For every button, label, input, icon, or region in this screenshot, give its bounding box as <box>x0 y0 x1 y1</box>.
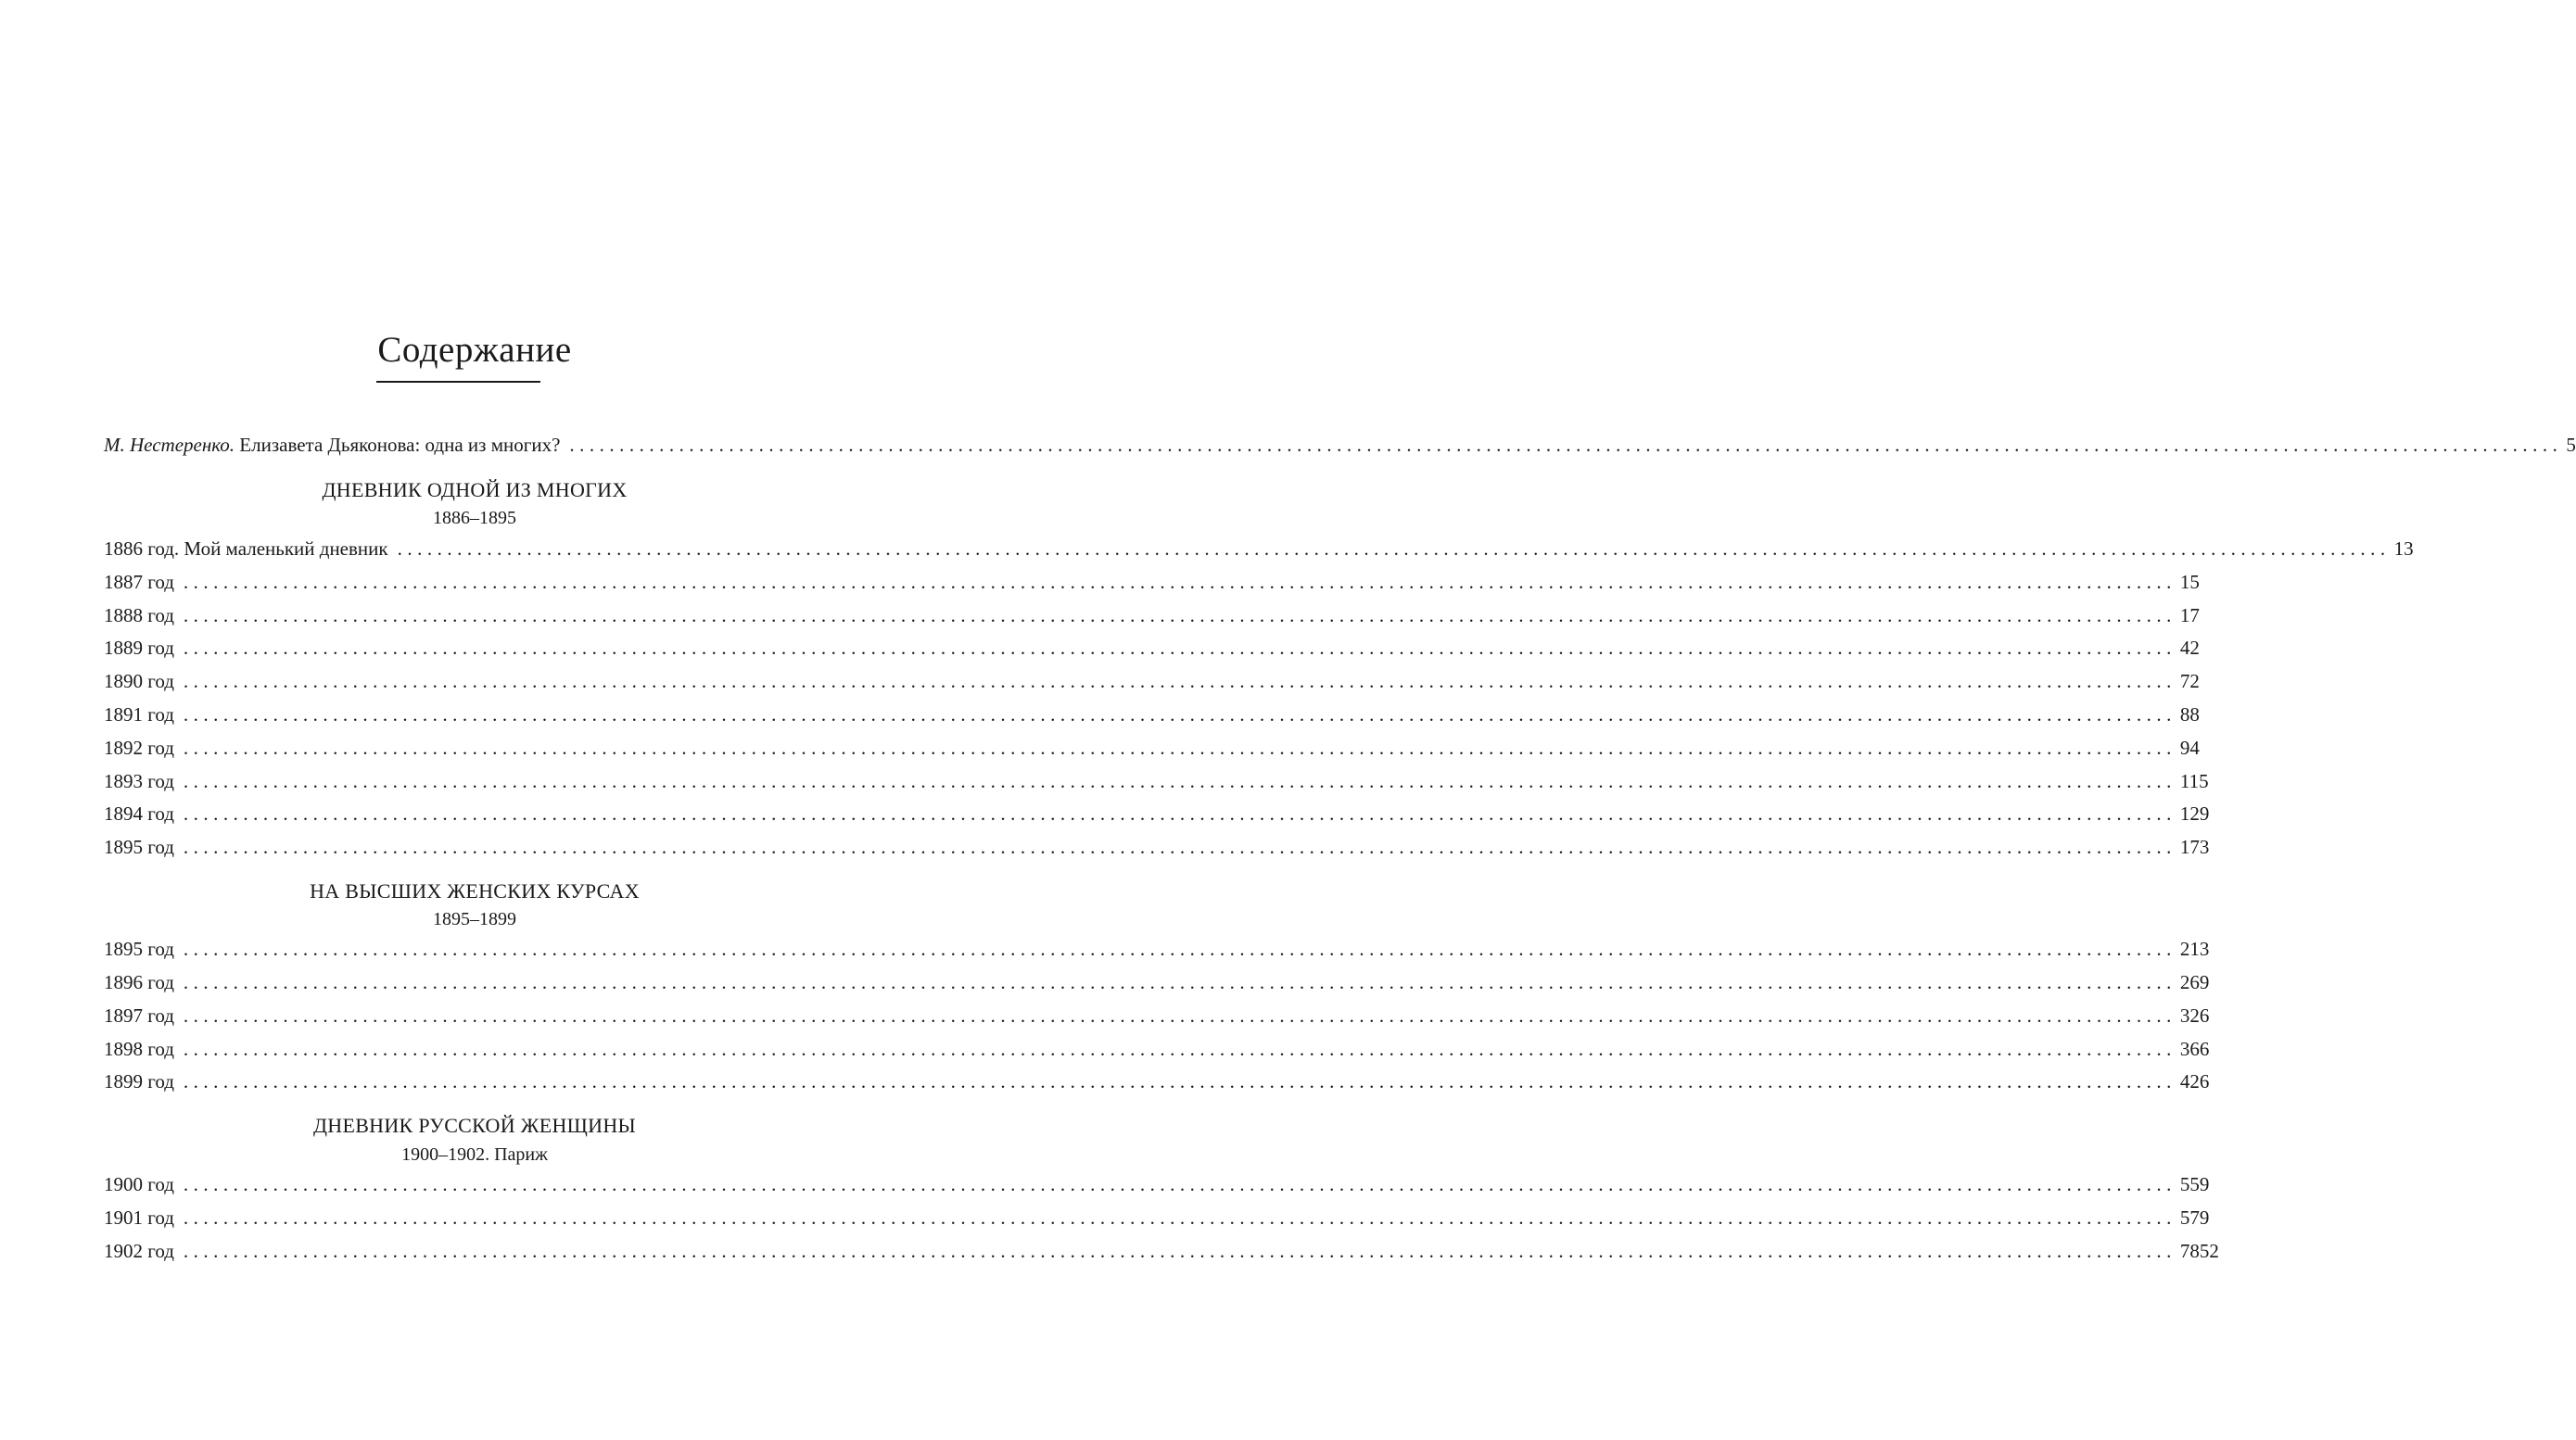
toc-entry-label: 1892 год <box>104 737 174 759</box>
leader-dots: ........................................................................................................................................................................................................ <box>183 1038 2176 1060</box>
section-subheading-2: 1895–1899 <box>433 909 516 929</box>
toc-entry-label: 1890 год <box>104 670 174 692</box>
page-title: Содержание <box>377 330 572 370</box>
toc-entry-page: 94 <box>2179 737 2200 759</box>
toc-entry[interactable] <box>104 1033 2210 1065</box>
toc-entry-page: 17 <box>2179 604 2200 626</box>
toc-entry-label: 1895 год <box>104 938 174 960</box>
toc-entry-label: 1895 год <box>104 836 174 858</box>
toc-entry-label: 1901 год <box>104 1206 174 1229</box>
toc-entry-page: 173 <box>2179 836 2210 858</box>
toc-entry-label: 1899 год <box>104 1070 174 1093</box>
leader-dots: ........................................................................................................................................................................................................ <box>183 770 2176 792</box>
leader-dots: ........................................................................................................................................................................................................ <box>183 938 2176 960</box>
toc-entry[interactable] <box>104 1000 2210 1031</box>
toc-entry[interactable] <box>104 1235 2219 1267</box>
leader-dots: ........................................................................................................................................................................................................ <box>397 537 2391 560</box>
leader-dots: ........................................................................................................................................................................................................ <box>183 836 2176 858</box>
toc-entry-label: 1889 год <box>104 637 174 659</box>
toc-entry-label: 1900 год <box>104 1173 174 1195</box>
toc-entry-label: 1891 год <box>104 703 174 726</box>
toc-entry-page: 72 <box>2179 670 2200 692</box>
toc-entry-page: 559 <box>2179 1173 2210 1195</box>
toc-entry-label <box>104 429 560 461</box>
section-heading-2: НА ВЫСШИХ ЖЕНСКИХ КУРСАХ <box>310 879 640 903</box>
toc-entry-page: 13 <box>2393 537 2414 560</box>
toc-entry-label: 1897 год <box>104 1004 174 1027</box>
section-subheading-3: 1900–1902. Париж <box>401 1144 548 1165</box>
toc-entry[interactable] <box>104 1202 2210 1233</box>
leader-dots: ........................................................................................................................................................................................................ <box>183 802 2176 825</box>
toc-entry-page: 129 <box>2179 802 2210 825</box>
toc-entry-page: 326 <box>2179 1004 2210 1027</box>
toc-entry-page: 269 <box>2179 971 2210 993</box>
toc-entry-page: 579 <box>2179 1206 2210 1229</box>
toc-entry-label: 1887 год <box>104 571 174 593</box>
toc-entry[interactable] <box>104 933 2210 965</box>
leader-dots: ........................................................................................................................................................................................................ <box>183 637 2176 659</box>
intro-author: М. Нестеренко. <box>104 434 235 456</box>
leader-dots: ........................................................................................................................................................................................................ <box>183 971 2176 993</box>
leader-dots: ........................................................................................................................................................................................................ <box>183 1004 2176 1027</box>
toc-entry[interactable] <box>104 1066 2210 1097</box>
leader-dots: ........................................................................................................................................................................................................ <box>183 1206 2176 1229</box>
toc-entry[interactable] <box>104 732 2200 764</box>
toc-entry[interactable] <box>104 632 2200 663</box>
toc-entry[interactable] <box>104 798 2210 829</box>
toc-entry[interactable] <box>104 966 2210 998</box>
leader-dots: ........................................................................................................................................................................................................ <box>569 434 2563 456</box>
toc-entry[interactable] <box>104 699 2200 730</box>
leader-dots: ........................................................................................................................................................................................................ <box>183 1070 2176 1093</box>
section-subheading-1: 1886–1895 <box>433 508 516 528</box>
toc-entry-page: 88 <box>2179 703 2200 726</box>
leader-dots: ........................................................................................................................................................................................................ <box>183 1173 2176 1195</box>
toc-entry-page: 42 <box>2179 637 2200 659</box>
title-underline <box>376 381 540 383</box>
toc-entry-label: 1894 год <box>104 802 174 825</box>
leader-dots: ........................................................................................................................................................................................................ <box>183 604 2176 626</box>
toc-entry-page: 213 <box>2179 938 2210 960</box>
toc-entry-page: 5 <box>2566 434 2576 456</box>
intro-title: Елизавета Дьяконова: одна из многих? <box>239 434 561 456</box>
toc-entry-page: 366 <box>2179 1038 2210 1060</box>
leader-dots: ........................................................................................................................................................................................................ <box>183 737 2176 759</box>
toc-entry-page: 426 <box>2179 1070 2210 1093</box>
toc-entry-label: 1886 год. Мой маленький дневник <box>104 537 388 560</box>
toc-entry-label: 1898 год <box>104 1038 174 1060</box>
toc-entry[interactable] <box>104 765 2209 797</box>
toc-entry-page: 7852 <box>2179 1240 2219 1262</box>
toc-entry[interactable] <box>104 600 2200 631</box>
toc-entry-intro[interactable] <box>104 429 2576 461</box>
toc-entry-label: 1902 год <box>104 1240 174 1262</box>
toc-entry[interactable] <box>104 533 2414 564</box>
toc-entry-label: 1893 год <box>104 770 174 792</box>
toc-entry-page: 15 <box>2179 571 2200 593</box>
toc-entry-label: 1888 год <box>104 604 174 626</box>
toc-entry-label: 1896 год <box>104 971 174 993</box>
section-heading-1: ДНЕВНИК ОДНОЙ ИЗ МНОГИХ <box>322 478 628 501</box>
toc-entry[interactable] <box>104 1168 2210 1200</box>
leader-dots: ........................................................................................................................................................................................................ <box>183 670 2176 692</box>
leader-dots: ........................................................................................................................................................................................................ <box>183 571 2176 593</box>
toc-entry[interactable] <box>104 665 2200 697</box>
toc-entry-page: 115 <box>2179 770 2209 792</box>
toc-entry[interactable] <box>104 566 2200 598</box>
leader-dots: ........................................................................................................................................................................................................ <box>183 703 2176 726</box>
toc-entry[interactable] <box>104 831 2210 863</box>
leader-dots: ........................................................................................................................................................................................................ <box>183 1240 2176 1262</box>
section-heading-3: ДНЕВНИК РУССКОЙ ЖЕНЩИНЫ <box>312 1114 637 1137</box>
